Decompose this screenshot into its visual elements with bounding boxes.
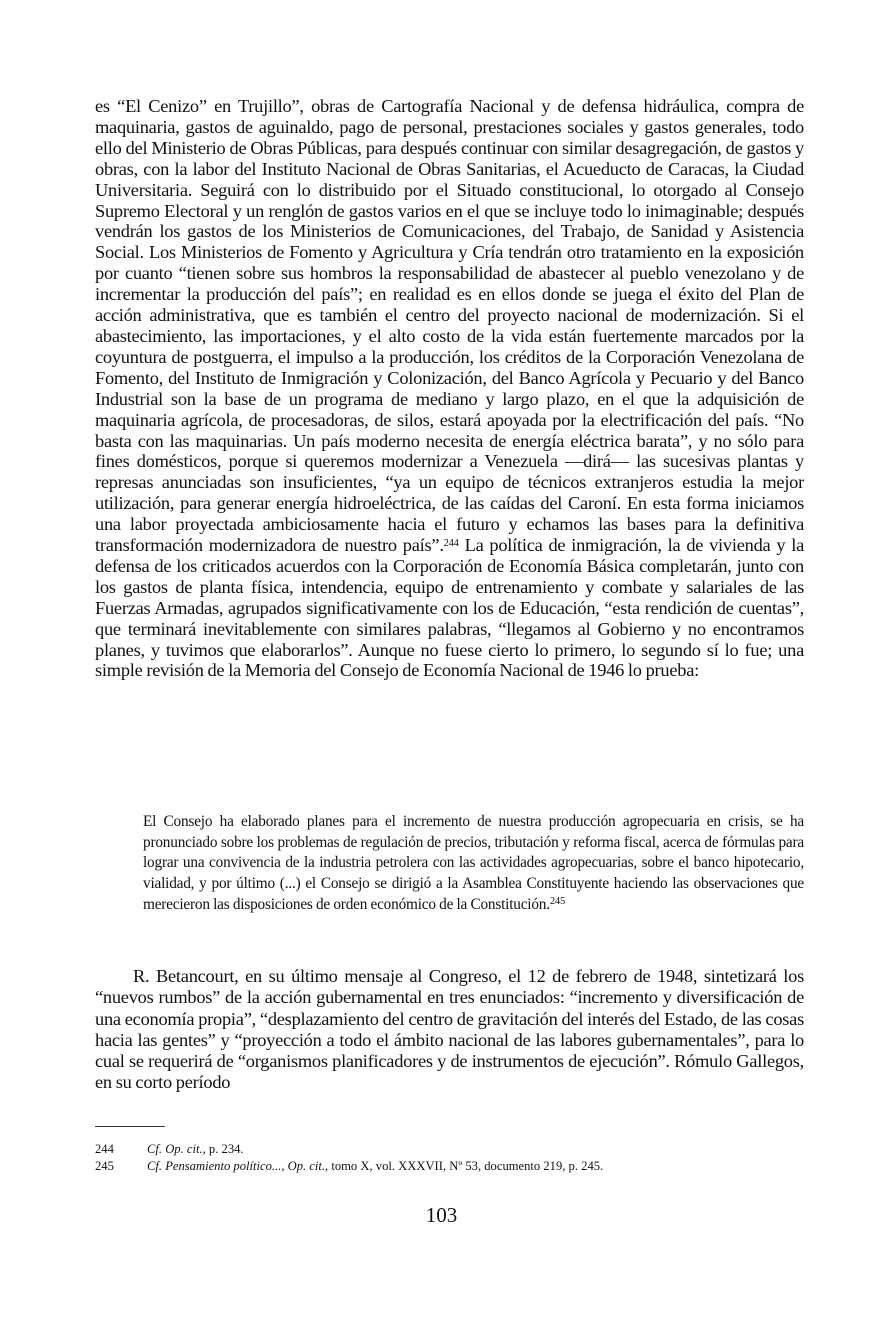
body-paragraph-1 — [95, 96, 804, 681]
footnote-citation-rest: , tomo X, vol. XXXVII, Nº 53, documento 219, p. 245. — [325, 1158, 604, 1173]
footnote-245 — [95, 1158, 815, 1175]
block-quote-text: El Consejo ha elaborado planes para el incremento de nuestra producción agropecuaria en crisis, se ha pronunciado sobre los problemas de regulación de precios, tributación y reforma fiscal, acerca de fórmulas para lograr una convivencia de la industria petrolera con las actividades agropecuarias, sobre el banco hipotecario, vialidad, y por último (...) el Consejo se dirigió a la Asamblea Constituyente haciendo las observaciones que merecieron las disposiciones de orden económico de la Constitución. — [143, 813, 804, 913]
paragraph-2-text: R. Betancourt, en su último mensaje al Congreso, el 12 de febrero de 1948, sintetizará los “nuevos rumbos” de la acción gubernamental en tres enunciados: “incremento y diversificación de una economía propia”, “desplazamiento del centro de gravitación del interés del Estado, de las cosas hacia las gentes” y “proyección a todo el ámbito nacional de las labores gubernamentales”, para lo cual se requerirá de “organismos planificadores y de instrumentos de ejecución”. Rómulo Gallegos, en su corto período — [95, 966, 804, 1092]
footnote-separator — [95, 1126, 165, 1127]
footnote-number: 244 — [95, 1142, 114, 1156]
footnotes — [95, 1141, 815, 1174]
footnote-ref-244: 244 — [443, 538, 459, 550]
footnote-number: 245 — [95, 1158, 114, 1173]
footnote-citation-italic: Cf. Op. cit. — [147, 1142, 203, 1156]
paragraph-1-text-a: es “El Cenizo” en Trujillo”, obras de Cartografía Nacional y de defensa hidráulica, compra de maquinaria, gastos de aguinaldo, pago de personal, prestaciones sociales y gastos generales, todo ello del Ministerio de Obras Públicas, para después continuar con similar desagregación, de gastos y obras, con la labor del Instituto Nacional de Obras Sanitarias, el Acueducto de Caracas, la Ciudad Universitaria. Seguirá con lo distribuido por el Situado constitucional, lo otorgado al Consejo Supremo Electoral y un renglón de gastos varios en el que se incluye todo lo inimaginable; después vendrán los gastos de los Ministerios de Comunicaciones, del Trabajo, de Sanidad y Asistencia Social. Los Ministerios de Fomento y Agricultura y Cría tendrán otro tratamiento en la exposición por cuanto “tienen sobre sus hombros la responsabilidad de abastecer al pueblo venezolano y de incrementar la producción del país”; en realidad es en ellos donde se juega el éxito del Plan de acción administrativa, que es también el centro del proyecto nacional de modernización. Si el abastecimiento, las importaciones, y el alto costo de la vida están fuertemente marcados por la coyuntura de postguerra, el impulso a la producción, los créditos de la Corporación Venezolana de Fomento, del Instituto de Inmigración y Colonización, del Banco Agrícola y Pecuario y del Banco Industrial son la base de un programa de mediano y largo plazo, en el que la adquisición de maquinaria agrícola, de procesadoras, de silos, estará apoyada por la electrificación del país. “No basta con las maquinarias. Un país moderno necesita de energía eléctrica barata”, y no sólo para fines domésticos, porque si queremos modernizar a Venezuela —dirá— las sucesivas plantas y represas anunciadas son insuficientes, “ya un equipo de técnicos extranjeros estudia la mejor utilización, para generar energía hidroeléctrica, de las caídas del Caroní. En esta forma iniciamos una labor proyectada ambiciosamente hacia el futuro y echamos las bases para la definitiva transformación modernizadora de nuestro país”. — [95, 96, 804, 556]
footnote-244 — [95, 1141, 815, 1158]
paragraph-1-text-b: La política de inmigración, la de vivienda y la defensa de los criticados acuerdos con la Corporación de Economía Básica completarán, junto con los gastos de planta física, intendencia, equipo de entrenamiento y combate y salariales de las Fuerzas Armadas, agrupados significativamente con los de Educación, “esta rendición de cuentas”, que terminará inevitablemente con similares palabras, “llegamos al Gobierno y no encontramos planes, y tuvimos que elaborarlos”. Aunque no fuese cierto lo primero, lo segundo sí lo fue; una simple revisión de la Memoria del Consejo de Economía Nacional de 1946 lo prueba: — [95, 535, 804, 681]
footnote-text — [147, 1141, 244, 1158]
footnote-citation-rest: , p. 234. — [202, 1142, 244, 1156]
footnote-citation-italic: Cf. Pensamiento político..., Op. cit. — [147, 1158, 326, 1173]
body-paragraph-2 — [95, 948, 804, 1111]
footnote-ref-245: 245 — [549, 895, 566, 907]
footnote-text — [147, 1158, 603, 1175]
page-number: 103 — [425, 1203, 458, 1227]
block-quote — [143, 812, 804, 916]
